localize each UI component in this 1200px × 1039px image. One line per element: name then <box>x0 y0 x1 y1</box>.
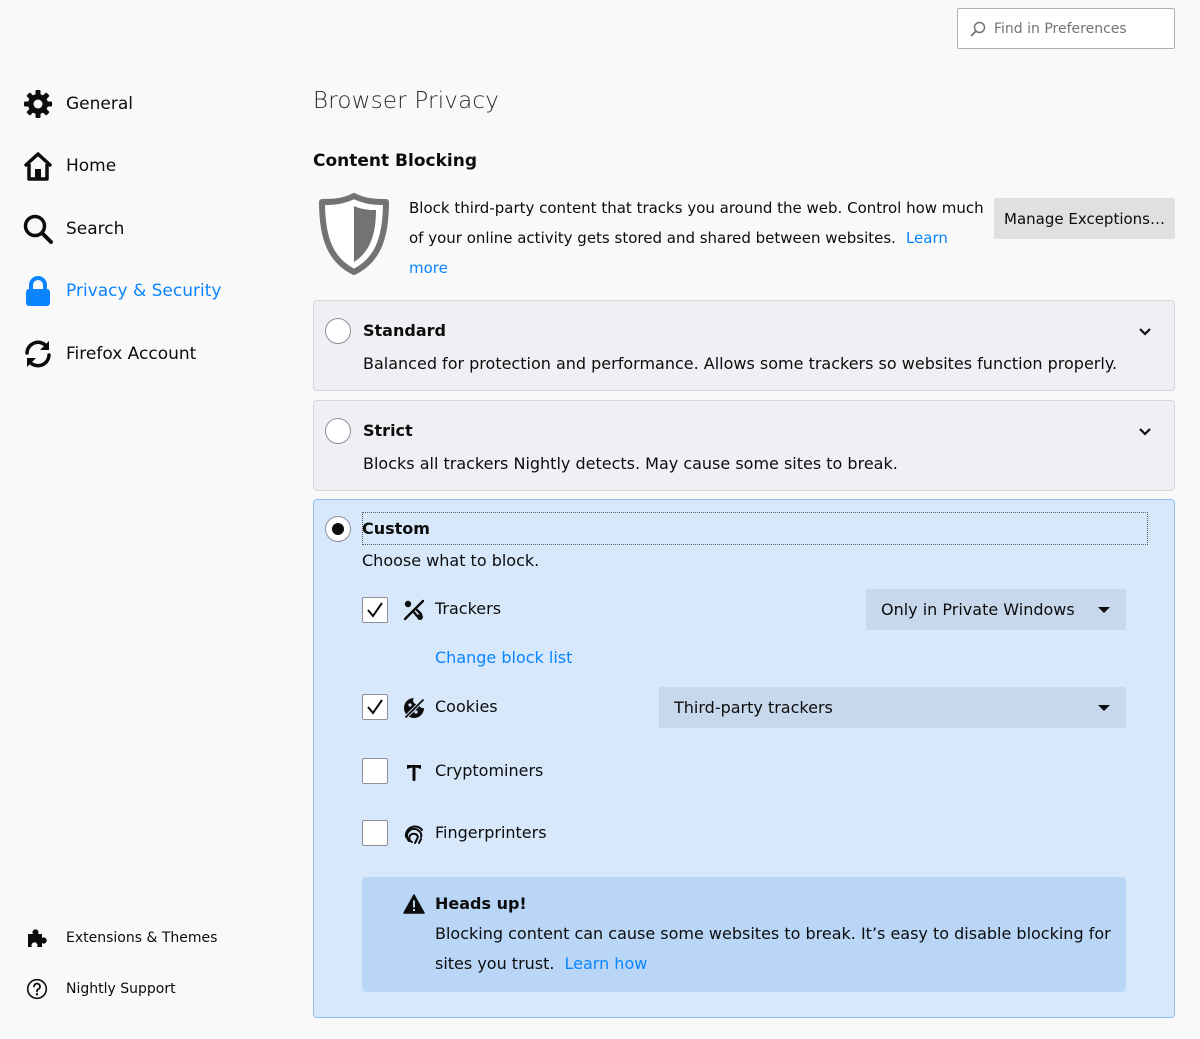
focus-ring <box>362 512 1148 545</box>
cookies-checkbox[interactable] <box>362 694 388 720</box>
description-text: Block third-party content that tracks you around the web. Control how much of your online activity gets stored and shared between websites. <box>409 199 984 247</box>
trackers-label: Trackers <box>435 599 502 618</box>
cookies-label: Cookies <box>435 697 498 716</box>
sidebar-item-nightly-support[interactable] <box>22 969 176 1009</box>
option-title: Standard <box>363 321 446 340</box>
trackers-dropdown[interactable] <box>866 589 1126 630</box>
section-title: Content Blocking <box>313 151 478 171</box>
fingerprint-icon <box>402 822 426 846</box>
strict-radio[interactable] <box>325 418 351 444</box>
option-description: Balanced for protection and performance. Allows some trackers so websites function properly. <box>363 354 1118 373</box>
sidebar-item-extensions-themes[interactable] <box>22 918 217 958</box>
sidebar-item-search[interactable] <box>22 209 124 249</box>
sidebar-item-label: Search <box>66 219 125 239</box>
warning-title: Heads up! <box>435 894 527 913</box>
sidebar-item-firefox-account[interactable] <box>22 334 196 374</box>
cookies-dropdown[interactable] <box>659 687 1126 728</box>
cookies-dropdown-value: Third-party trackers <box>674 698 833 717</box>
learn-more-link[interactable]: Learn more <box>409 229 948 277</box>
pickaxe-icon <box>402 760 426 784</box>
option-title: Strict <box>363 421 413 440</box>
search-input[interactable] <box>994 21 1164 37</box>
sidebar-item-home[interactable] <box>22 146 116 186</box>
learn-how-link[interactable]: Learn how <box>564 954 648 973</box>
trackers-dropdown-value: Only in Private Windows <box>881 600 1075 619</box>
option-card-strict[interactable] <box>313 400 1175 491</box>
trackers-icon <box>402 598 426 622</box>
chevron-down-icon[interactable] <box>1138 425 1152 439</box>
shield-icon <box>318 193 390 279</box>
sync-icon <box>22 338 54 370</box>
checkmark-icon <box>365 600 385 620</box>
manage-exceptions-button[interactable]: Manage Exceptions… <box>994 198 1175 239</box>
dropdown-arrow-icon <box>1097 703 1111 713</box>
sidebar-item-label: Nightly Support <box>66 981 176 997</box>
home-icon <box>22 150 54 182</box>
fingerprinters-checkbox[interactable] <box>362 820 388 846</box>
search-box[interactable] <box>957 8 1175 49</box>
option-title: Custom <box>362 519 430 538</box>
help-icon <box>22 974 52 1004</box>
standard-radio[interactable] <box>325 318 351 344</box>
warning-text <box>435 919 1115 979</box>
sidebar-item-label: Home <box>66 156 117 176</box>
change-block-list-link[interactable]: Change block list <box>435 648 573 667</box>
page-title: Browser Privacy <box>313 88 500 114</box>
sidebar-item-label: Extensions & Themes <box>66 930 218 946</box>
chevron-down-icon[interactable] <box>1138 325 1152 339</box>
cryptominers-label: Cryptominers <box>435 761 544 780</box>
trackers-checkbox[interactable] <box>362 597 388 623</box>
warning-body: Blocking content can cause some websites to break. It’s easy to disable blocking for sites you trust. <box>435 924 1111 973</box>
custom-radio[interactable] <box>325 516 351 542</box>
option-card-standard[interactable] <box>313 300 1175 391</box>
sidebar-item-privacy-security[interactable] <box>22 271 221 311</box>
option-description: Blocks all trackers Nightly detects. May cause some sites to break. <box>363 454 898 473</box>
sidebar-item-label: General <box>66 94 133 114</box>
fingerprinters-label: Fingerprinters <box>435 823 547 842</box>
sidebar-item-general[interactable] <box>22 84 133 124</box>
cryptominers-checkbox[interactable] <box>362 758 388 784</box>
checkmark-icon <box>365 697 385 717</box>
dropdown-arrow-icon <box>1097 605 1111 615</box>
puzzle-icon <box>22 923 52 953</box>
lock-icon <box>22 275 54 307</box>
search-icon <box>970 21 986 37</box>
sidebar-item-label: Privacy & Security <box>66 281 222 301</box>
search-icon <box>22 213 54 245</box>
warning-icon <box>403 894 425 918</box>
radio-dot <box>332 523 344 535</box>
option-description: Choose what to block. <box>362 551 540 570</box>
cookies-icon <box>402 696 426 720</box>
content-blocking-description <box>409 193 989 283</box>
gear-icon <box>22 88 54 120</box>
sidebar-item-label: Firefox Account <box>66 344 197 364</box>
